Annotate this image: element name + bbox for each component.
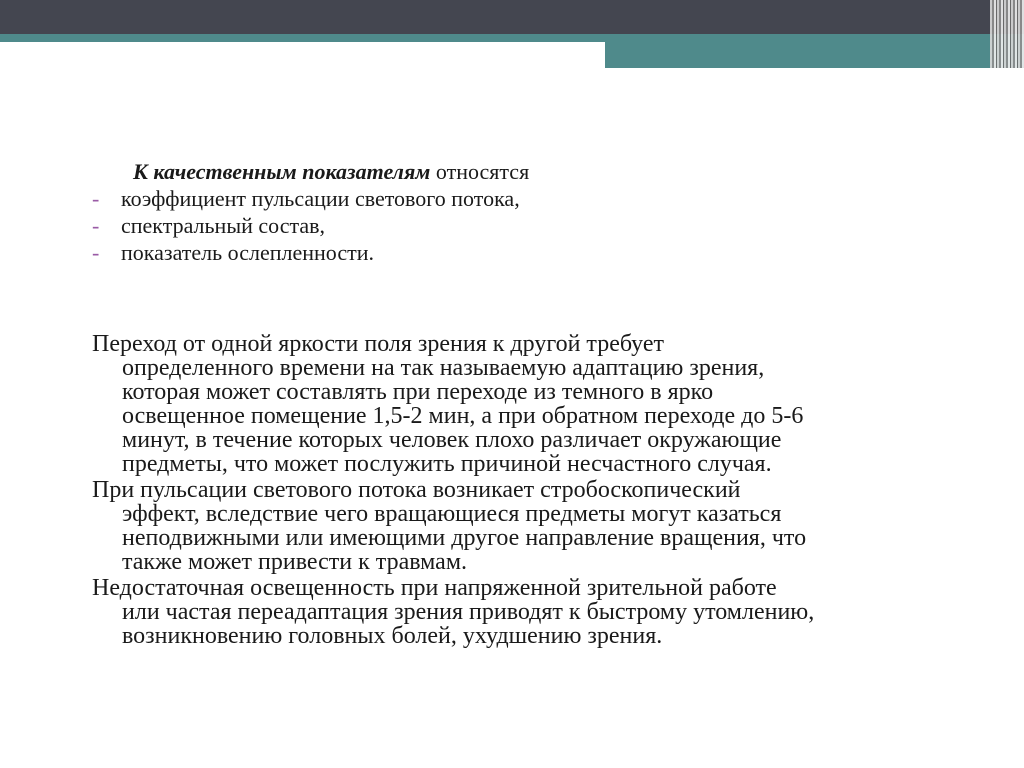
- body-paragraphs: [92, 332, 952, 650]
- paragraph-stroboscopic: При пульсации светового потока возникает стробоскопический эффект, вследствие чего вращающиеся предметы могут казаться неподвижными или имеющими другое направление вращения, что также может привести к травмам.: [92, 477, 807, 575]
- list-item: - спектральный состав,: [92, 213, 325, 238]
- list-item: - коэффициент пульсации светового потока,: [92, 186, 520, 211]
- dash-bullet: -: [92, 213, 100, 238]
- dash-bullet: -: [92, 186, 100, 211]
- intro-line: [133, 158, 529, 185]
- quality-indicators-list: [92, 185, 520, 266]
- paragraph-fatigue: Недостаточная освещенность при напряженной зрительной работе или частая переадаптация зрения приводят к быстрому утомлению, возникновению головных болей, ухудшению зрения.: [92, 575, 815, 649]
- intro-rest: относятся: [430, 159, 530, 184]
- paragraph-adaptation: Переход от одной яркости поля зрения к другой требует определенного времени на так называемую адаптацию зрения, которая может составлять при переходе из темного в ярко освещенное помещение 1,5-2 мин, а при обратном переходе до 5-6 минут, в течение которых человек плохо различает окружающие предметы, что может послужить причиной несчастного случая.: [92, 331, 804, 477]
- list-item: - показатель ослепленности.: [92, 240, 374, 265]
- dash-bullet: -: [92, 240, 100, 265]
- intro-emphasis: К качественным показателям: [133, 159, 431, 184]
